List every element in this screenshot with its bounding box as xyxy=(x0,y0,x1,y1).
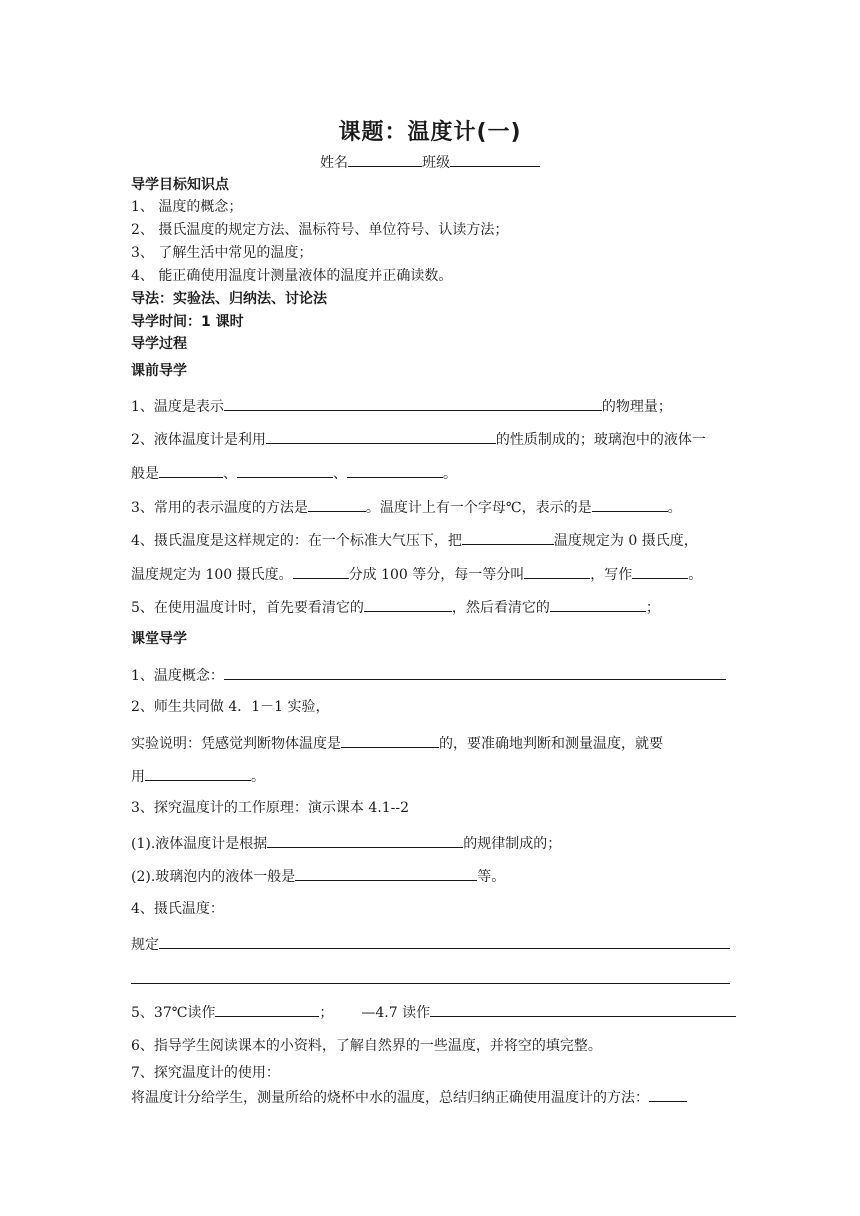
c3b-text: (2).玻璃泡内的液体一般是 xyxy=(131,869,296,885)
q5-blank-b[interactable] xyxy=(550,597,646,612)
q4-text-e: ，写作 xyxy=(590,567,633,583)
c3a-blank[interactable] xyxy=(267,833,463,848)
class-item-2-cont xyxy=(131,766,265,786)
time-line: 导学时间：1 课时 xyxy=(131,314,244,330)
class-item-1 xyxy=(131,665,726,685)
c3a-text: (1).液体温度计是根据 xyxy=(131,836,268,852)
period: 。 xyxy=(251,769,265,785)
process-heading: 导学过程 xyxy=(131,336,187,352)
q2-blank[interactable] xyxy=(266,429,496,444)
q3-text-mid: 。温度计上有一个字母℃，表示的是 xyxy=(365,500,592,516)
q4-blank-a[interactable] xyxy=(462,530,554,545)
q3-blank-a[interactable] xyxy=(308,497,366,512)
name-blank[interactable] xyxy=(348,152,422,167)
q2-text-cont: 般是 xyxy=(131,466,159,482)
class-item-5 xyxy=(131,1002,736,1022)
pre-question-5 xyxy=(131,597,660,617)
c4-blank-line[interactable] xyxy=(131,983,730,984)
class-item-3: 3、探究温度计的工作原理：演示课本 4.1--2 xyxy=(131,800,409,816)
goal-item: 2、 摄氏温度的规定方法、温标符号、单位符号、认读方法； xyxy=(131,222,509,238)
class-item-3b xyxy=(131,866,505,886)
q4-text-cont: 温度规定为 100 摄氏度。 xyxy=(131,567,293,583)
q5-text: 5、在使用温度计时，首先要看清它的 xyxy=(131,600,364,616)
class-item-7a xyxy=(131,1087,687,1107)
pre-question-1 xyxy=(131,396,672,416)
c1-blank[interactable] xyxy=(224,665,726,680)
c4a-text: 规定 xyxy=(131,937,159,953)
inclass-heading: 课堂导学 xyxy=(131,631,187,647)
q2-text-mid: 的性质制成的；玻璃泡中的液体一 xyxy=(495,432,706,448)
goal-item: 1、 温度的概念； xyxy=(131,199,243,215)
separator: 、 xyxy=(333,466,347,482)
page-title: 课题：温度计(一) xyxy=(338,120,522,145)
c3b-blank[interactable] xyxy=(295,866,477,881)
c5-blank-b[interactable] xyxy=(430,1002,736,1017)
q2-blank-c[interactable] xyxy=(347,463,443,478)
method-line: 导法：实验法、归纳法、讨论法 xyxy=(131,291,327,307)
c5-blank-a[interactable] xyxy=(215,1002,319,1017)
name-label: 姓名 xyxy=(320,155,348,171)
c7a-blank[interactable] xyxy=(649,1087,687,1102)
q1-blank[interactable] xyxy=(224,396,602,411)
period: 。 xyxy=(667,500,682,516)
goal-item: 4、 能正确使用温度计测量液体的温度并正确读数。 xyxy=(131,268,453,284)
pre-question-4-cont xyxy=(131,564,702,584)
pre-question-4 xyxy=(131,530,698,550)
c1-text: 1、温度概念： xyxy=(131,668,224,684)
q4-blank-c[interactable] xyxy=(524,564,590,579)
semicolon: ； xyxy=(645,600,660,616)
q5-blank-a[interactable] xyxy=(364,597,452,612)
class-item-3a xyxy=(131,833,561,853)
c2-text: 实验说明：凭感觉判断物体温度是 xyxy=(131,736,341,752)
q2-blank-a[interactable] xyxy=(159,463,223,478)
preclass-heading: 课前导学 xyxy=(131,363,187,379)
q5-text-mid: ，然后看清它的 xyxy=(451,600,550,616)
c7a-text: 将温度计分给学生，测量所给的烧杯中水的温度，总结归纳正确使用温度计的方法： xyxy=(131,1090,649,1106)
separator: 、 xyxy=(223,466,237,482)
q4-blank-b[interactable] xyxy=(293,564,349,579)
goal-item: 3、 了解生活中常见的温度； xyxy=(131,245,313,261)
period: 。 xyxy=(688,567,703,583)
q1-text-end: 的物理量； xyxy=(601,399,672,415)
q4-text-d: 分成 100 等分，每一等分叫 xyxy=(348,567,525,583)
class-label: 班级 xyxy=(422,155,450,171)
pre-question-2-cont xyxy=(131,463,457,483)
class-item-2-note xyxy=(131,733,663,753)
pre-question-2 xyxy=(131,429,706,449)
c5-text-b: —4.7 读作 xyxy=(361,1005,431,1021)
q2-blank-b[interactable] xyxy=(237,463,333,478)
class-item-2: 2、师生共同做 4．1－1 实验， xyxy=(131,699,330,715)
q4-text-mid: 温度规定为 0 摄氏度， xyxy=(553,533,698,549)
q1-text: 1、温度是表示 xyxy=(131,399,224,415)
c3a-text-end: 的规律制成的； xyxy=(463,836,562,852)
class-item-4: 4、摄氏温度： xyxy=(131,901,224,917)
q3-text: 3、常用的表示温度的方法是 xyxy=(131,500,308,516)
c3b-text-end: 等。 xyxy=(477,869,506,885)
period: 。 xyxy=(443,466,457,482)
class-item-6: 6、指导学生阅读课本的小资料，了解自然界的一些温度，并将空的填完整。 xyxy=(131,1038,602,1054)
class-item-4a xyxy=(131,934,730,954)
name-class-line xyxy=(0,152,860,172)
q3-blank-b[interactable] xyxy=(592,497,668,512)
q4-blank-d[interactable] xyxy=(632,564,688,579)
c4a-blank[interactable] xyxy=(159,934,730,949)
c2-text-cont: 用 xyxy=(131,769,145,785)
c5-text: 5、37℃读作 xyxy=(131,1005,216,1021)
c5-text-sep: ； xyxy=(319,1005,334,1021)
class-blank[interactable] xyxy=(450,152,540,167)
q2-text: 2、液体温度计是利用 xyxy=(131,432,266,448)
c2-text-mid: 的，要准确地判断和测量温度，就要 xyxy=(439,736,663,752)
pre-question-3 xyxy=(131,497,682,517)
q4-text: 4、摄氏温度是这样规定的：在一个标准大气压下，把 xyxy=(131,533,462,549)
c2-blank-a[interactable] xyxy=(341,733,439,748)
goals-heading: 导学目标知识点 xyxy=(131,177,229,193)
c2-blank-b[interactable] xyxy=(145,766,251,781)
class-item-7: 7、探究温度计的使用： xyxy=(131,1065,280,1081)
